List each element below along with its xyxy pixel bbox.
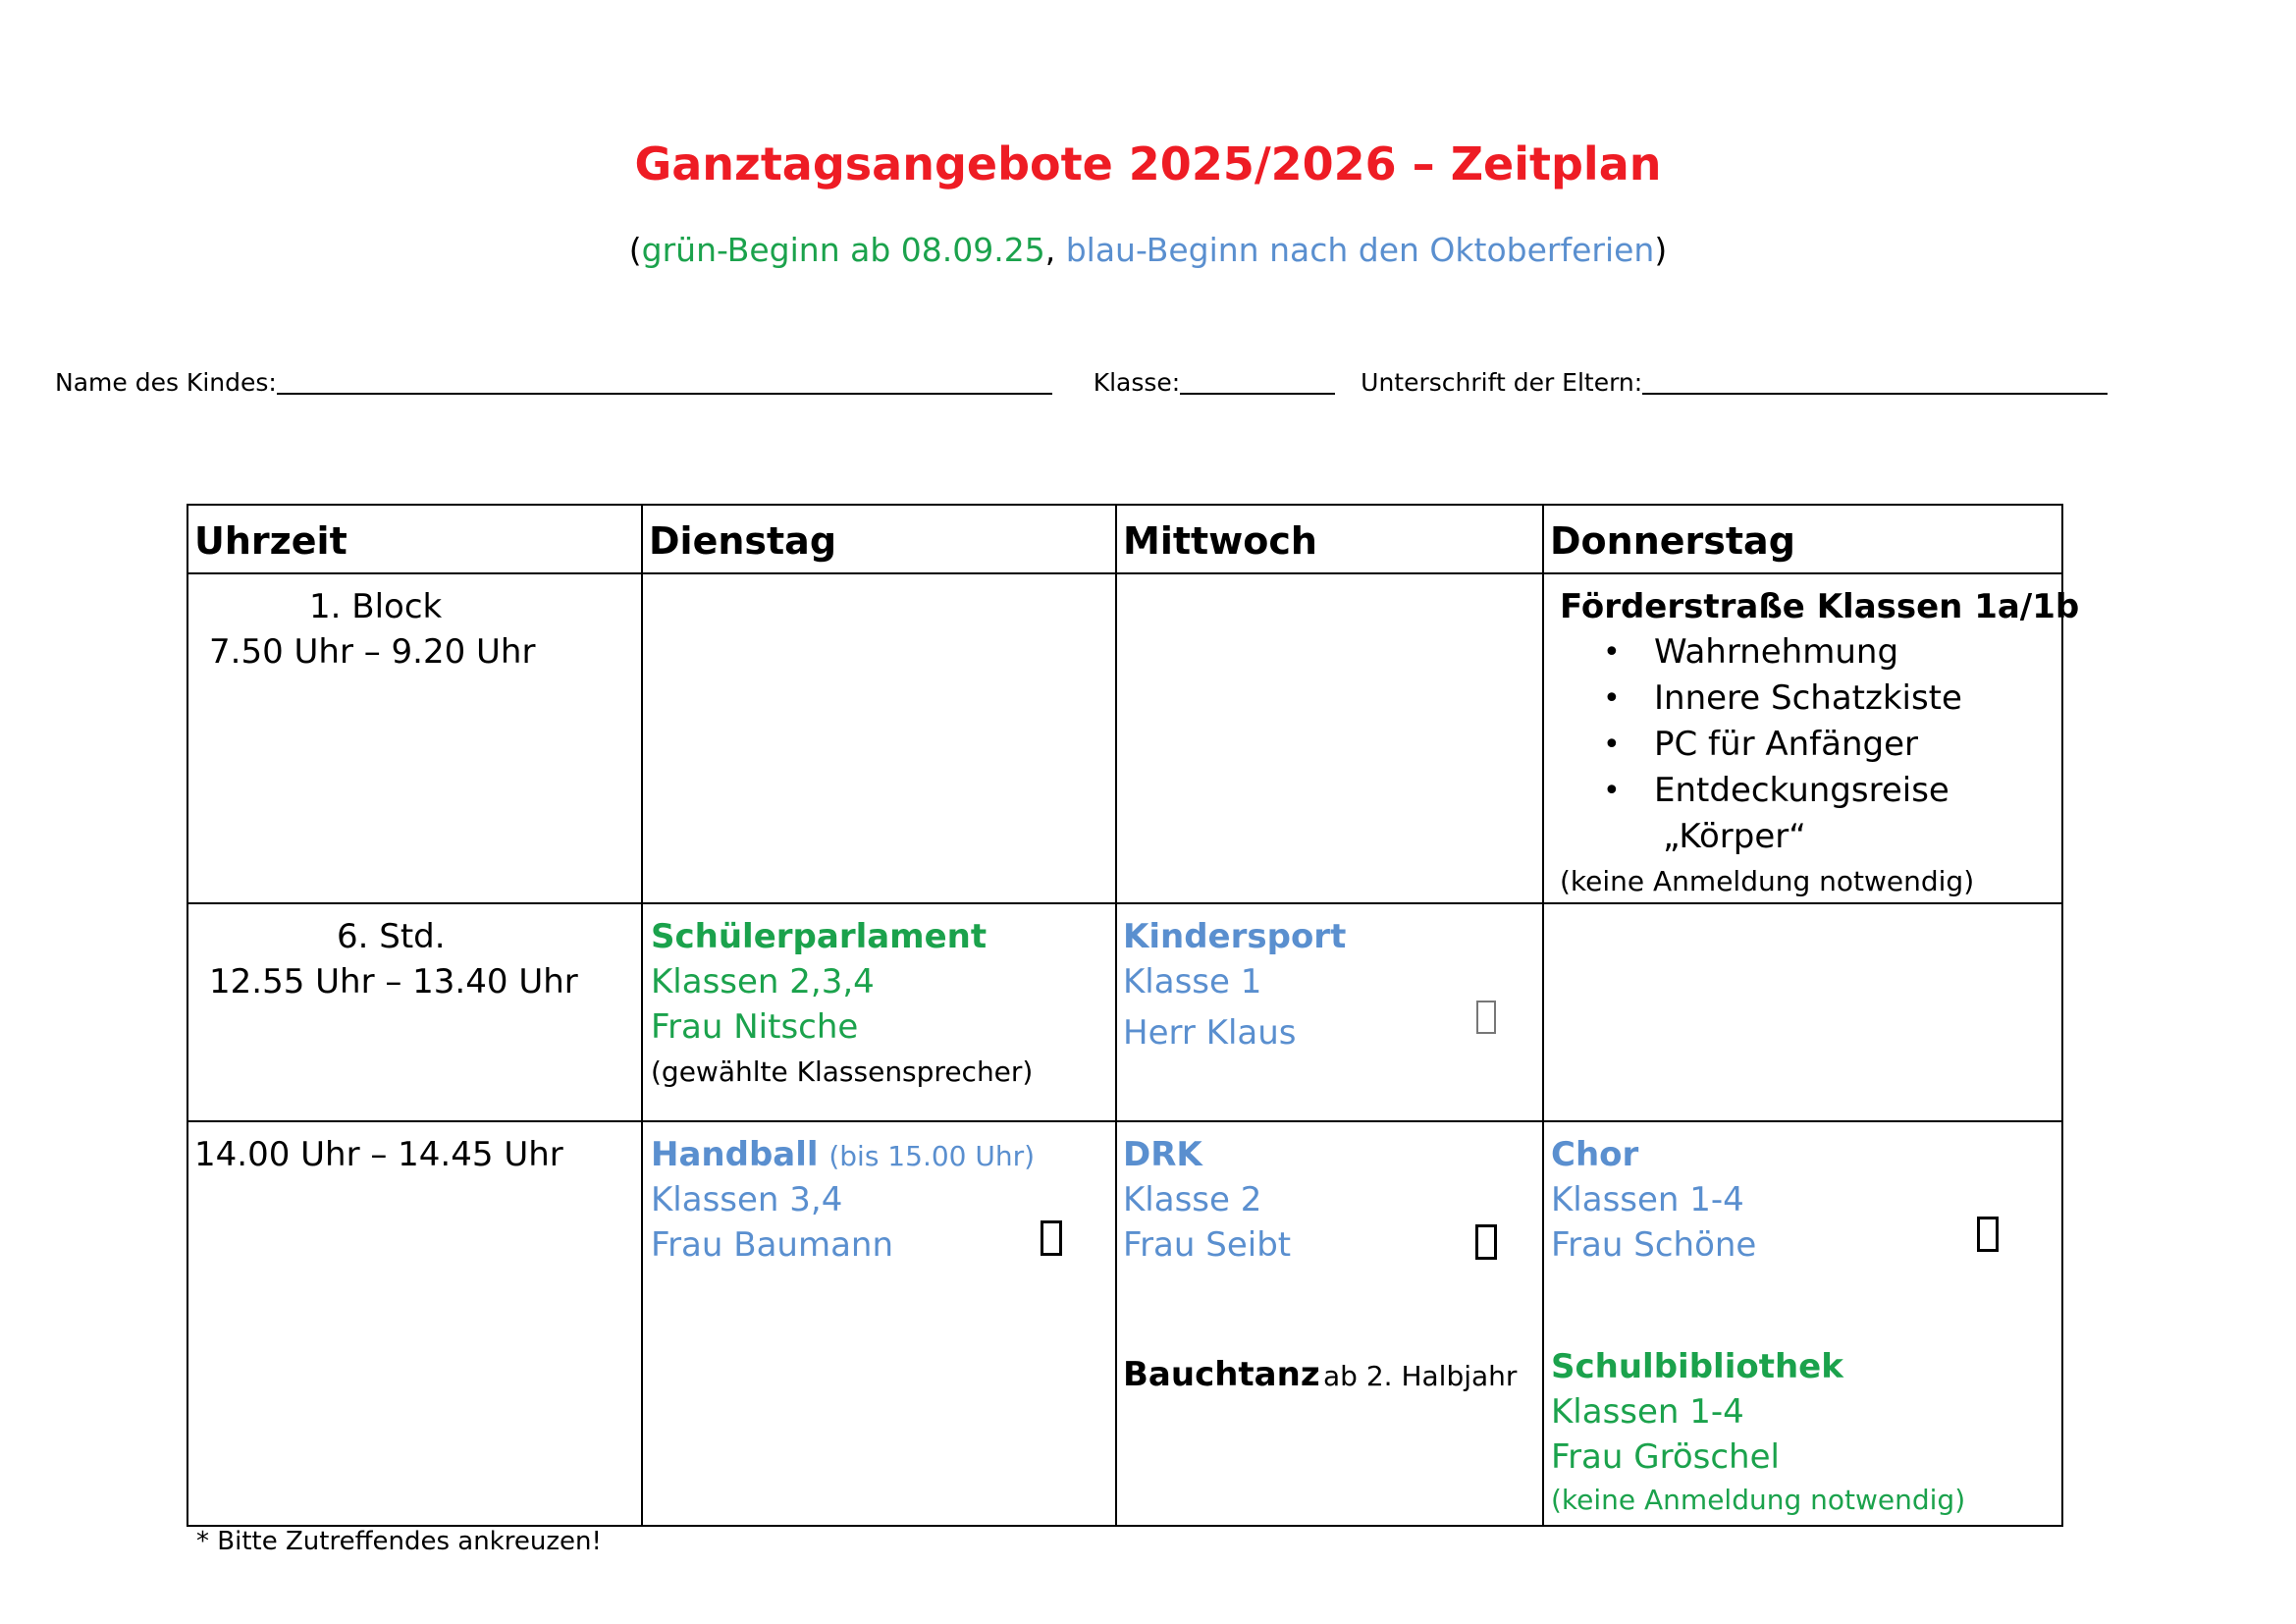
offer-teacher: Herr Klaus [1123, 1013, 1297, 1053]
dienstag-cell [642, 1121, 1116, 1526]
donnerstag-cell [1543, 903, 2062, 1121]
table-header-row [187, 505, 2062, 573]
offer-note: (gewählte Klassensprecher) [651, 1056, 1034, 1088]
class-field[interactable] [1180, 368, 1335, 395]
offer-classes: Klasse 2 [1123, 1180, 1262, 1219]
offer-title: Schülerparlament [651, 917, 988, 956]
signature-label: Unterschrift der Eltern: [1361, 368, 1643, 397]
offer-teacher: Frau Schöne [1551, 1225, 1757, 1265]
list-item: • Entdeckungsreise [1603, 768, 1962, 814]
name-label: Name des Kindes: [55, 368, 277, 397]
list-item: • Innere Schatzkiste [1603, 676, 1962, 722]
page-title: Ganztagsangebote 2025/2026 – Zeitplan [634, 137, 1662, 190]
dienstag-cell [642, 573, 1116, 903]
block-label: 1. Block [309, 587, 443, 626]
offer-title: Chor [1551, 1135, 1639, 1174]
offer-teacher: Frau Seibt [1123, 1225, 1292, 1265]
list-item-continuation: „Körper“ [1663, 817, 1806, 856]
list-item: • Wahrnehmung [1603, 629, 1962, 676]
offer-teacher: Frau Gröschel [1551, 1437, 1780, 1477]
offer-title: Handball [651, 1135, 819, 1174]
subtitle-blue: blau-Beginn nach den Oktoberferien [1065, 231, 1655, 269]
offer-classes: Klassen 3,4 [651, 1180, 843, 1219]
offer-teacher: Frau Baumann [651, 1225, 894, 1265]
offer-title: Förderstraße Klassen 1a/1b [1560, 587, 2080, 626]
offer-classes: Klassen 1-4 [1551, 1392, 1744, 1432]
offer-list [1603, 629, 1962, 814]
donnerstag-cell [1543, 573, 2080, 903]
time-cell [187, 903, 642, 1121]
mittwoch-cell [1116, 903, 1543, 1121]
offer-title: DRK [1123, 1135, 1202, 1174]
page-subtitle [0, 231, 2296, 269]
offer-teacher: Frau Nitsche [651, 1007, 859, 1047]
donnerstag-cell [1543, 1121, 2062, 1526]
header-mittwoch: Mittwoch [1116, 505, 1543, 573]
time-range: 12.55 Uhr – 13.40 Uhr [209, 962, 578, 1001]
subtitle-close: ) [1654, 231, 1668, 269]
offer-classes: Klasse 1 [1123, 962, 1262, 1001]
offer-classes: Klassen 1-4 [1551, 1180, 1744, 1219]
subtitle-green: grün-Beginn ab 08.09.25 [641, 231, 1045, 269]
offer-title-line [651, 1132, 1035, 1179]
offer-title: Bauchtanz [1123, 1355, 1320, 1394]
time-range: 14.00 Uhr – 14.45 Uhr [194, 1135, 563, 1174]
offer-title: Schulbibliothek [1551, 1347, 1843, 1386]
checkbox-drk[interactable] [1475, 1224, 1497, 1260]
table-row [187, 1121, 2062, 1526]
time-cell [187, 1121, 642, 1526]
subtitle-open: ( [628, 231, 642, 269]
name-field[interactable] [277, 368, 1052, 395]
offer-classes: Klassen 2,3,4 [651, 962, 875, 1001]
offer-note: ab 2. Halbjahr [1323, 1360, 1518, 1392]
form-line [55, 368, 2108, 397]
header-dienstag: Dienstag [642, 505, 1116, 573]
checkbox-kindersport[interactable] [1476, 1001, 1496, 1034]
mittwoch-cell [1116, 573, 1543, 903]
header-donnerstag: Donnerstag [1543, 505, 2062, 573]
table-row [187, 573, 2062, 903]
subtitle-separator: , [1044, 231, 1066, 269]
checkbox-chor[interactable] [1977, 1217, 1999, 1252]
offer-note: (keine Anmeldung notwendig) [1551, 1484, 1966, 1516]
schedule-table [187, 504, 2080, 1527]
offer-title: Kindersport [1123, 917, 1347, 956]
class-label: Klasse: [1093, 368, 1181, 397]
checkbox-handball[interactable] [1041, 1220, 1062, 1256]
signature-field[interactable] [1642, 368, 2108, 395]
table-row [187, 903, 2062, 1121]
block-label: 6. Std. [337, 917, 446, 956]
dienstag-cell [642, 903, 1116, 1121]
offer-title-note: (bis 15.00 Uhr) [828, 1140, 1036, 1172]
mittwoch-cell [1116, 1121, 1543, 1526]
offer-note: (keine Anmeldung notwendig) [1560, 865, 1975, 897]
list-item: • PC für Anfänger [1603, 722, 1962, 768]
time-range: 7.50 Uhr – 9.20 Uhr [209, 632, 536, 672]
time-cell [187, 573, 642, 903]
header-uhrzeit: Uhrzeit [187, 505, 642, 573]
footnote: * Bitte Zutreffendes ankreuzen! [196, 1527, 602, 1556]
